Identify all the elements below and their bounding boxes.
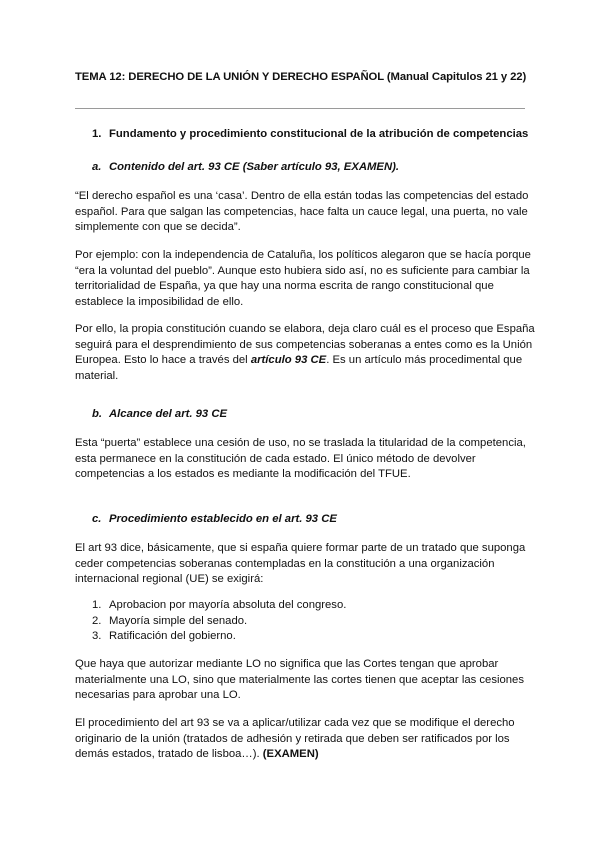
text-line: seguirá para el desprendimiento de sus competencias soberanas a entes como es la Unión (75, 338, 533, 351)
subsection-title: Procedimiento establecido en el art. 93 CE (109, 513, 337, 525)
text-line: El procedimiento del art 93 se va a aplicar/utilizar cada vez que se modifique el derecho (75, 717, 515, 729)
list-number: 3. (92, 630, 102, 643)
section-title: Fundamento y procedimiento constitucional de la atribución de competencias (109, 128, 529, 140)
list-number: 2. (92, 614, 102, 627)
subsection-a-heading (92, 161, 399, 173)
subsection-letter: b. (92, 408, 103, 420)
text-line (75, 353, 530, 369)
text-segment: Europea. Esto lo hace a través del (75, 354, 251, 367)
paragraph-example (75, 248, 530, 310)
text-line: “era la voluntad del pueblo”. Aunque esto hubiera sido así, no es suficiente para cambiar la (75, 264, 530, 277)
text-line: establece la imposibilidad de ello. (75, 295, 244, 308)
paragraph-application (75, 716, 530, 763)
text-line: ceder competencias soberanas contempladas en la constitución a una organización (75, 557, 495, 570)
exam-marker: (EXAMEN) (262, 748, 319, 761)
text-segment: . Es un artículo más procedimental que (326, 354, 523, 367)
requirements-list (92, 598, 346, 645)
text-line: Por ello, la propia constitución cuando se elabora, deja claro cuál es el proceso que España (75, 323, 535, 335)
subsection-title: Alcance del art. 93 CE (109, 408, 228, 420)
text-segment: demás estados, tratado de lisboa…). (75, 748, 263, 761)
subsection-c-heading (92, 513, 337, 525)
text-line: originario de la unión (tratados de adhesión y retirada que deben ser ratificados por los (75, 732, 510, 745)
subsection-letter: a. (92, 161, 102, 173)
paragraph-lo (75, 657, 530, 704)
text-line: material. (75, 369, 119, 382)
text-line: El art 93 dice, básicamente, que si españa quiere formar parte de un tratado que suponga (75, 542, 526, 554)
text-line: simplemente con que se decida”. (75, 221, 241, 234)
paragraph-scope (75, 436, 530, 483)
text-line: necesarias para aprobar una LO. (75, 689, 241, 702)
paragraph-constitution (75, 322, 535, 384)
paragraph-procedure (75, 541, 530, 588)
text-line: materialmente una LO, sino que materialmente las cortes tienen que aceptar las cesiones (75, 673, 524, 686)
list-text: Ratificación del gobierno. (109, 630, 236, 643)
list-item (92, 614, 346, 630)
subsection-b-heading (92, 408, 227, 420)
list-item (92, 598, 346, 614)
horizontal-divider (75, 108, 525, 109)
text-line: esta permanece en la constitución de cada estado. El único método de devolver (75, 452, 476, 465)
text-line: Que haya que autorizar mediante LO no significa que las Cortes tengan que aprobar (75, 658, 499, 670)
text-line: Por ejemplo: con la independencia de Cataluña, los políticos alegaron que se hacía porque (75, 249, 531, 261)
subsection-title: Contenido del art. 93 CE (Saber artículo 93, EXAMEN). (109, 161, 400, 173)
text-line: territorialidad de España, ya que hay una norma escrita de rango constitucional que (75, 280, 494, 293)
text-line: Esta “puerta” establece una cesión de uso, no se traslada la titularidad de la competencia, (75, 437, 526, 449)
text-line (75, 747, 530, 763)
text-line: “El derecho español es una ‘casa’. Dentro de ella están todas las competencias del estado (75, 190, 529, 202)
list-text: Aprobacion por mayoría absoluta del congreso. (109, 599, 347, 611)
list-number: 1. (92, 599, 102, 611)
emphasis-article: artículo 93 CE (250, 354, 327, 367)
paragraph-casa (75, 189, 530, 236)
subsection-letter: c. (92, 513, 102, 525)
section-number: 1. (92, 128, 102, 140)
section-1-heading (92, 128, 528, 140)
text-line: internacional regional (UE) se exigirá: (75, 573, 264, 586)
list-item (92, 629, 346, 645)
list-text: Mayoría simple del senado. (109, 614, 248, 627)
document-title: TEMA 12: DERECHO DE LA UNIÓN Y DERECHO ESPAÑOL (Manual Capitulos 21 y 22) (75, 71, 527, 83)
text-line: competencias a los estados es mediante la modificación del TFUE. (75, 468, 411, 481)
text-line: español. Para que salgan las competencias, hace falta un cauce legal, una puerta, no vale (75, 205, 528, 218)
